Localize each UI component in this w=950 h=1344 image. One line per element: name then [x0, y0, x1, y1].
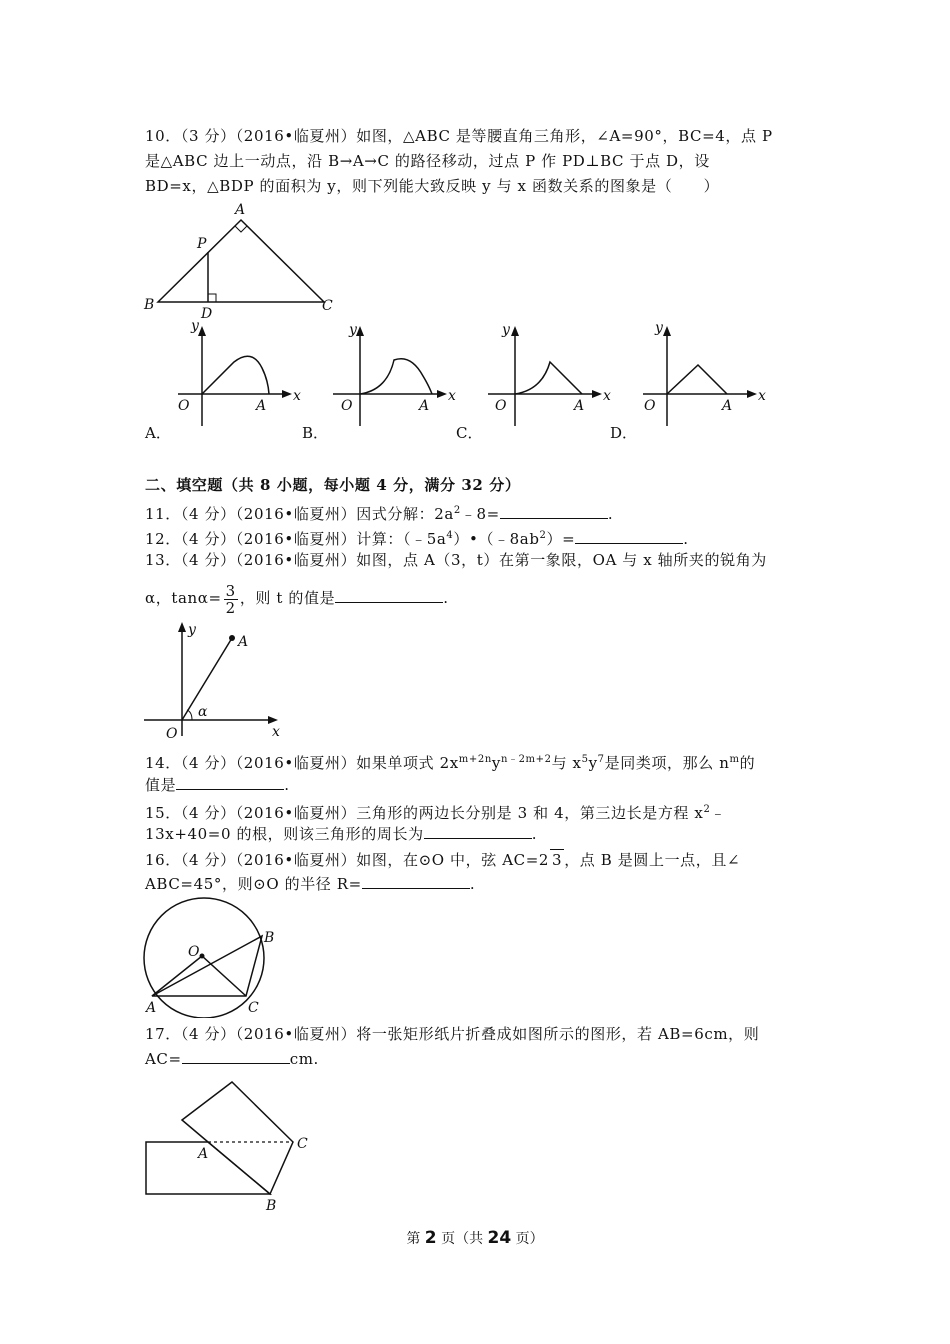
graph-b-A: A — [419, 398, 430, 414]
q12: 12．（4 分）（2016•临夏州）计算：$(﹣5a^4)•(﹣8ab^2)=$ . — [145, 530, 689, 548]
q10-triangle-figure — [140, 198, 340, 326]
graph-c-y: y — [502, 322, 510, 338]
q14-line2: 值是 . — [145, 776, 290, 794]
q16-O-label: O — [188, 944, 200, 960]
tri-label-B: B — [144, 297, 155, 313]
tri-label-C: C — [322, 298, 333, 314]
tri-label-P: P — [197, 236, 207, 252]
q14-answer-blank[interactable] — [176, 775, 284, 790]
graph-d-y: y — [655, 320, 663, 336]
q16-line1: 16．（4 分）（2016•临夏州）如图，在⊙O 中，弦 AC=2 3 ，点 B 是圆上一点，且∠ — [145, 851, 741, 869]
q16-A-label: A — [146, 1000, 157, 1016]
q13-x-label: x — [272, 724, 280, 740]
q11: 11．（4 分）（2016•临夏州）因式分解：$2a^2﹣8=$ . — [145, 505, 614, 523]
choice-b: B． — [302, 424, 329, 442]
graph-d-x: x — [758, 388, 766, 404]
q17-B-label: B — [266, 1198, 277, 1214]
q13-y-label: y — [188, 622, 196, 638]
q13-A-label: A — [238, 634, 249, 650]
graph-option-a — [172, 318, 312, 430]
tri-label-A: A — [235, 202, 246, 218]
q17-C-label: C — [297, 1136, 308, 1152]
graph-option-d — [637, 318, 777, 430]
q13-figure — [140, 618, 290, 743]
q13-alpha-label: α — [198, 704, 208, 720]
q17-line1: 17．（4 分）（2016•临夏州）将一张矩形纸片折叠成如图所示的图形，若 AB=6cm，则 — [145, 1025, 760, 1043]
q15-answer-blank[interactable] — [424, 824, 532, 839]
q13-answer-blank[interactable] — [335, 588, 443, 603]
tan-fraction: $\frac{3}{2}$ — [225, 581, 236, 617]
sqrt-radicand: 3 — [552, 851, 563, 869]
tri-label-D: D — [201, 306, 213, 322]
graph-d-A: A — [722, 398, 733, 414]
q13-O-label: O — [166, 726, 178, 742]
graph-b-x: x — [448, 388, 456, 404]
q17-folded-rectangle-figure — [140, 1076, 320, 1214]
graph-option-c — [482, 318, 622, 430]
q16-answer-blank[interactable] — [362, 874, 470, 889]
q17-answer-blank[interactable] — [182, 1049, 290, 1064]
q17-A-label: A — [198, 1146, 209, 1162]
q12-answer-blank[interactable] — [575, 529, 683, 544]
q16-circle-figure — [138, 896, 288, 1018]
q10-line1: 10．（3 分）（2016•临夏州）如图，△ABC 是等腰直角三角形，∠A=90°，BC=4，点 P — [145, 127, 773, 145]
graph-c-O: O — [495, 398, 507, 414]
graph-b-O: O — [341, 398, 353, 414]
q17-line2: AC= cm. — [145, 1050, 319, 1068]
q16-C-label: C — [248, 1000, 259, 1016]
q15-line1: 15．（4 分）（2016•临夏州）三角形的两边长分别是 3 和 4，第三边长是方程 $x^2﹣$ — [145, 804, 727, 822]
graph-a-y: y — [191, 318, 199, 334]
q13-line1: 13．（4 分）（2016•临夏州）如图，点 A（3，t）在第一象限，OA 与 x 轴所夹的锐角为 — [145, 551, 767, 569]
graph-a-x: x — [293, 388, 301, 404]
q13-line2: α，tanα= $\frac{3}{2}$ ，则 t 的值是 . — [145, 581, 449, 617]
choice-d: D． — [610, 424, 638, 442]
graph-option-b — [327, 318, 467, 430]
choice-c: C． — [456, 424, 483, 442]
graph-a-O: O — [178, 398, 190, 414]
choice-a: A． — [145, 424, 171, 442]
q15-line2: 13x+40=0 的根，则该三角形的周长为 . — [145, 825, 538, 843]
graph-b-y: y — [349, 322, 357, 338]
graph-c-x: x — [603, 388, 611, 404]
q10-line2: 是△ABC 边上一动点，沿 B→A→C 的路径移动，过点 P 作 PD⊥BC 于点 D，设 — [145, 152, 710, 170]
q14-line1: 14．（4 分）（2016•临夏州）如果单项式 $2x^{m+2n}y^{n﹣2m+2}$与 $x^5y^7$是同类项，那么 $n^m$的 — [145, 754, 756, 772]
q16-line2: ABC=45°，则⊙O 的半径 R= . — [145, 875, 476, 893]
page-footer: 第 2 页（共 24 页） — [406, 1228, 544, 1248]
graph-c-A: A — [574, 398, 585, 414]
section-heading: 二、填空题（共 8 小题，每小题 4 分，满分 32 分） — [145, 476, 521, 494]
q16-B-label: B — [264, 930, 275, 946]
graph-d-O: O — [644, 398, 656, 414]
q10-line3: BD=x，△BDP 的面积为 y，则下列能大致反映 y 与 x 函数关系的图象是（ ） — [145, 177, 720, 195]
q11-answer-blank[interactable] — [500, 504, 608, 519]
graph-a-A: A — [256, 398, 267, 414]
